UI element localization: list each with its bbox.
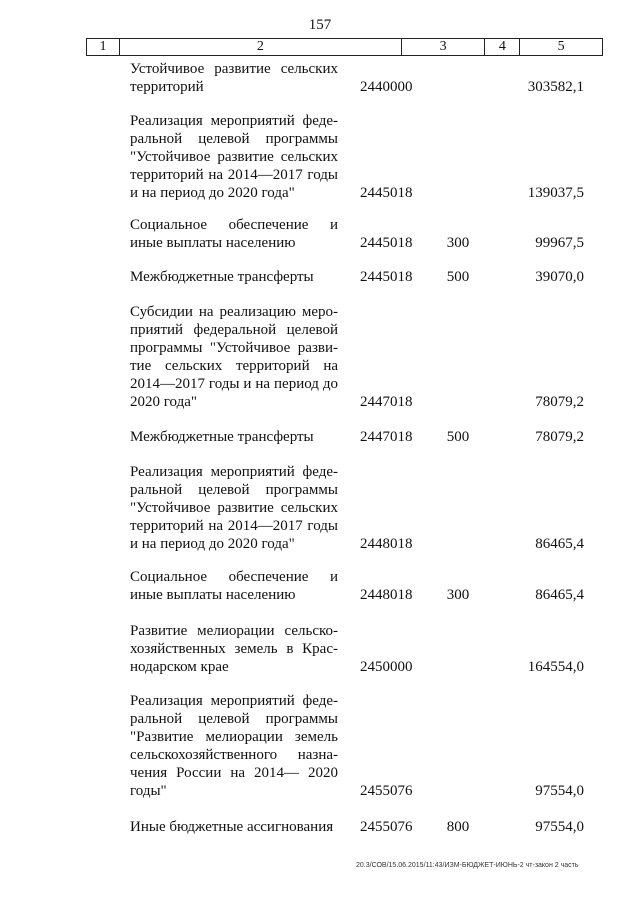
row-code: 2455076: [360, 783, 413, 799]
row-amount: 86465,4: [535, 536, 584, 552]
table-header: [86, 38, 603, 56]
row-code: 2448018: [360, 587, 413, 603]
row-amount: 78079,2: [535, 429, 584, 445]
row-code: 2447018: [360, 429, 413, 445]
row-amount: 139037,5: [527, 185, 584, 201]
row-description: Социальное обеспечение и иные выплаты населению: [130, 217, 338, 251]
column-header-2: 2: [120, 39, 402, 55]
column-header-5: 5: [557, 39, 565, 54]
row-description: Реализация мероприятий феде-ральной целевой программы "Развитие мелиорации земель сельскохозяйственного назна-чения России на 2014— 2020 годы": [130, 693, 338, 799]
row-expense-type: 800: [446, 819, 470, 835]
row-code: 2445018: [360, 185, 413, 201]
row-expense-type: 300: [446, 587, 470, 603]
row-code: 2450000: [360, 659, 413, 675]
row-description: Иные бюджетные ассигнования: [130, 819, 334, 835]
row-expense-type: 500: [446, 429, 470, 445]
row-description: Развитие мелиорации сельско-хозяйственных земель в Крас-нодарском крае: [130, 623, 338, 675]
row-description: Межбюджетные трансферты: [130, 269, 314, 285]
row-amount: 164554,0: [527, 659, 584, 675]
row-description: Реализация мероприятий феде-ральной целевой программы "Устойчивое развитие сельских территорий на 2014—2017 годы и на период до 2020 года": [130, 464, 338, 552]
row-amount: 78079,2: [535, 394, 584, 410]
row-description: Устойчивое развитие сельских территорий: [130, 61, 338, 95]
document-footer-code: 20.3/СОВ/15.06.2015/11:43/ИЗМ-БЮДЖЕТ-ИЮНЬ-2 чт-закон 2 часть: [356, 862, 579, 869]
page-number: 157: [308, 17, 332, 33]
row-code: 2445018: [360, 269, 413, 285]
column-header-1: 1: [87, 39, 120, 55]
row-expense-type: 500: [446, 269, 470, 285]
row-amount: 97554,0: [535, 819, 584, 835]
row-code: 2447018: [360, 394, 413, 410]
row-code: 2445018: [360, 235, 413, 251]
row-description: Реализация мероприятий феде-ральной целевой программы "Устойчивое развитие сельских территорий на 2014—2017 годы и на период до 2020 года": [130, 113, 338, 201]
row-amount: 99967,5: [535, 235, 584, 251]
row-amount: 97554,0: [535, 783, 584, 799]
row-code: 2440000: [360, 79, 413, 95]
row-code: 2448018: [360, 536, 413, 552]
row-amount: 303582,1: [527, 79, 584, 95]
row-description: Субсидии на реализацию меро-приятий федеральной целевой программы "Устойчивое разви-тие сельских территорий на 2014—2017 годы и на период до 2020 года": [130, 304, 338, 410]
row-amount: 39070,0: [535, 269, 584, 285]
column-header-3: 3: [402, 39, 486, 55]
column-header-4: 4: [485, 39, 520, 55]
row-description: Межбюджетные трансферты: [130, 429, 314, 445]
row-description: Социальное обеспечение и иные выплаты населению: [130, 569, 338, 603]
row-expense-type: 300: [446, 235, 470, 251]
row-code: 2455076: [360, 819, 413, 835]
row-amount: 86465,4: [535, 587, 584, 603]
